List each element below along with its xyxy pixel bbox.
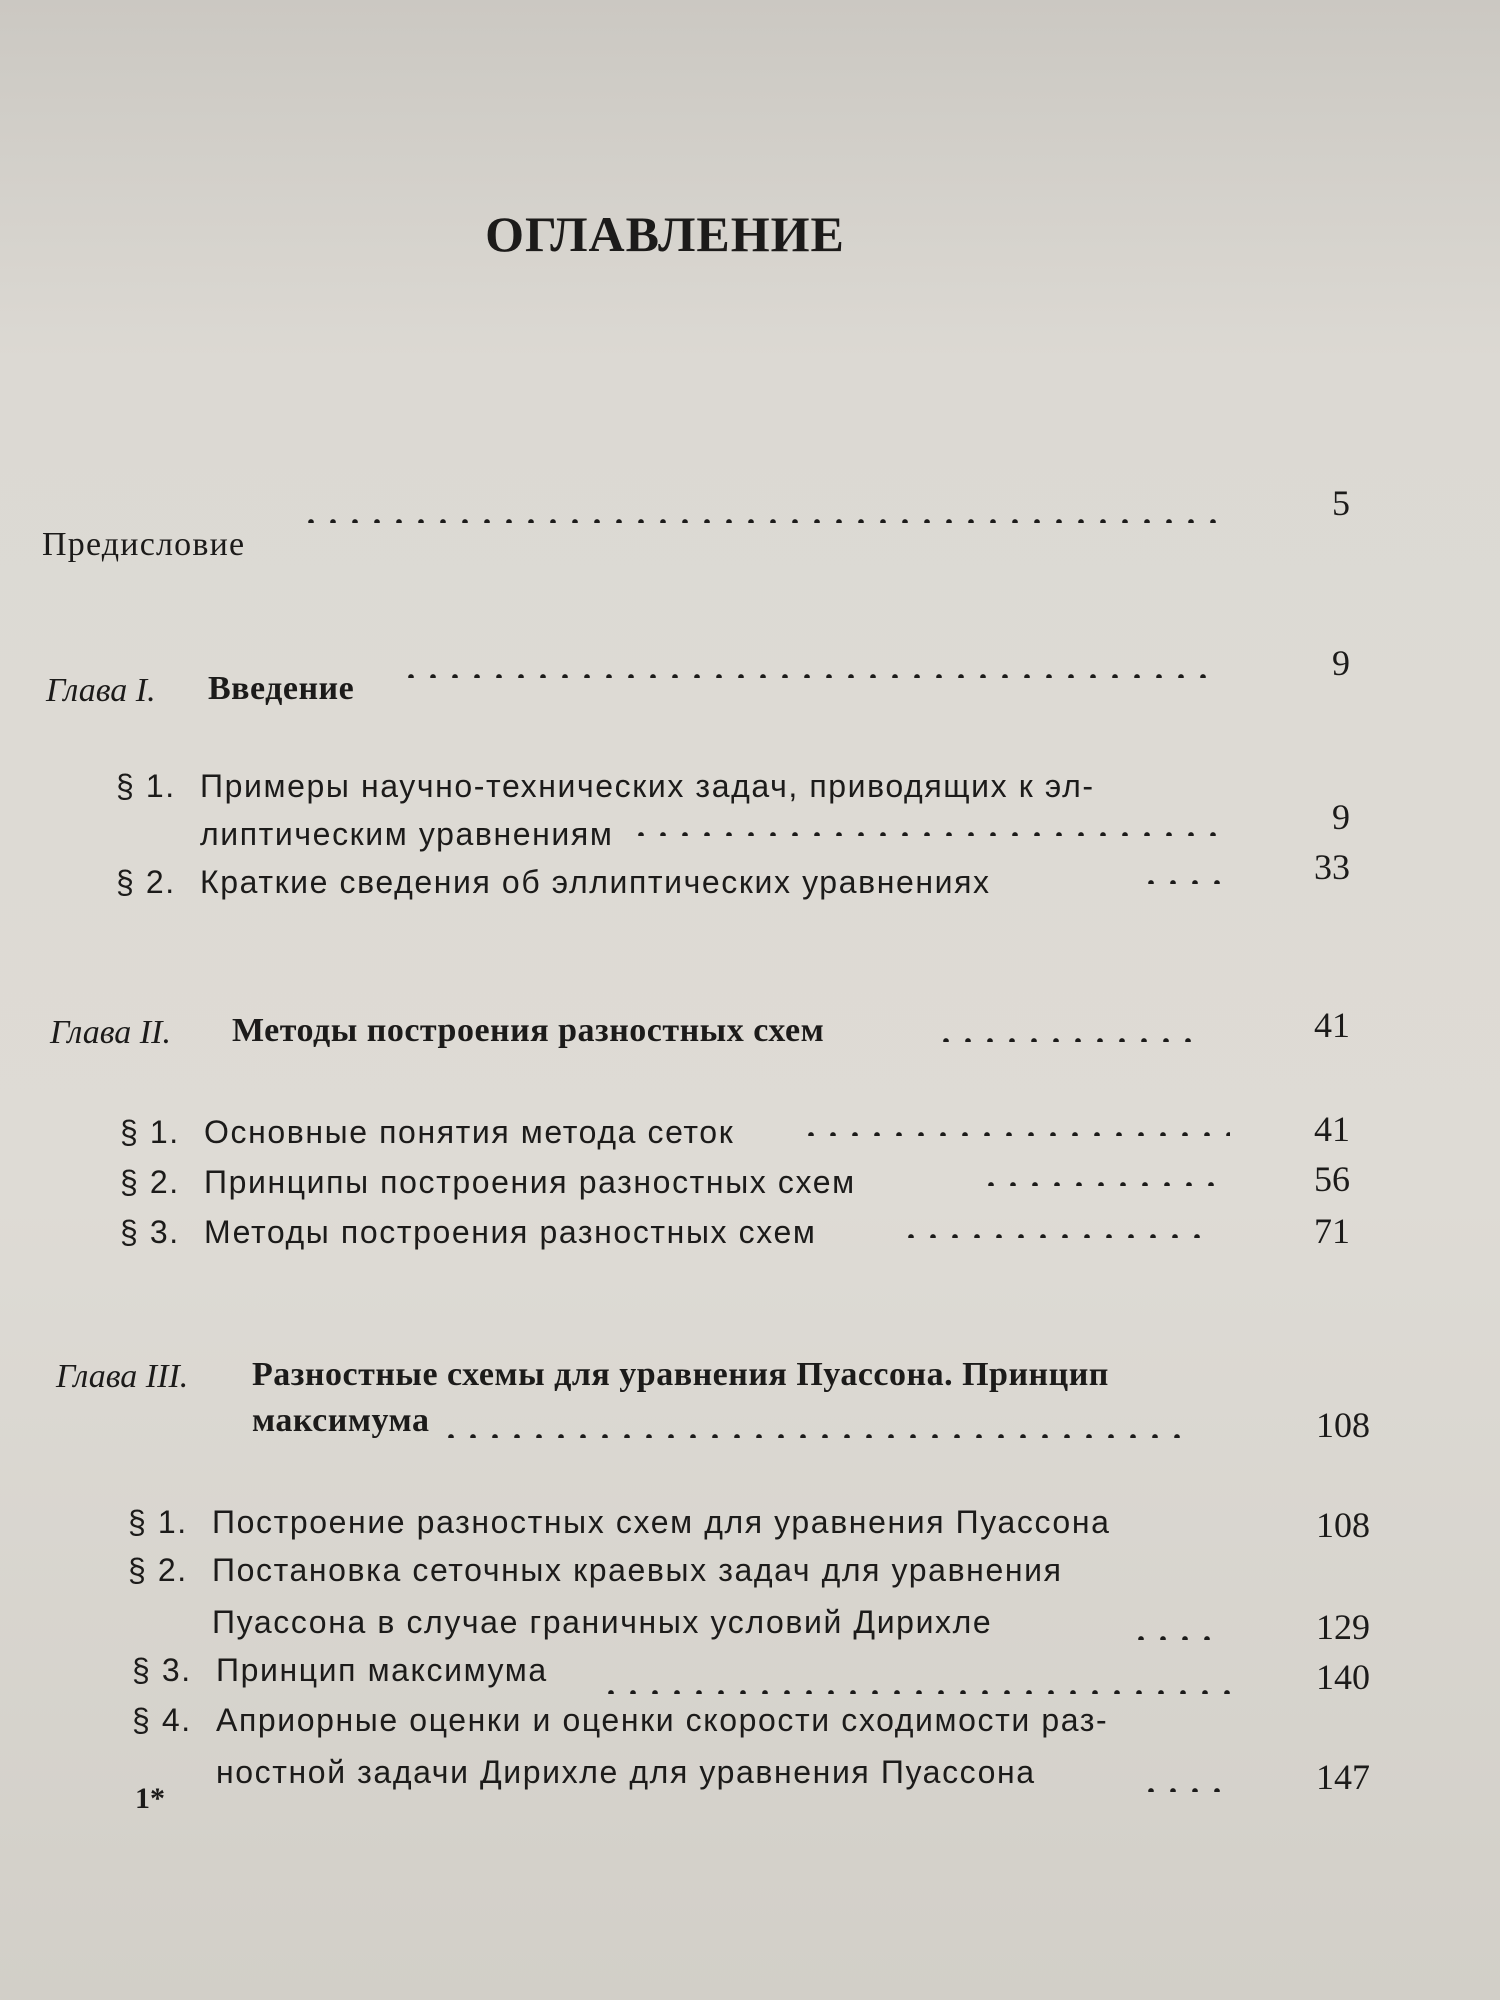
chapter-1-section-2-page: 33 xyxy=(1314,847,1350,887)
dot-leader xyxy=(1130,1634,1220,1640)
chapter-2-section-3-number: § 3. xyxy=(120,1214,180,1250)
chapter-3-section-2-number: § 2. xyxy=(128,1552,188,1588)
chapter-3-section-3-number: § 3. xyxy=(132,1652,192,1688)
chapter-3-label: Глава III. xyxy=(56,1358,189,1395)
chapter-2-section-2-number: § 2. xyxy=(120,1164,180,1200)
chapter-3-section-1-number: § 1. xyxy=(128,1504,188,1540)
chapter-2-label: Глава II. xyxy=(50,1014,171,1051)
dot-leader xyxy=(600,1688,1230,1694)
dot-leader xyxy=(300,517,1220,523)
chapter-3-section-4-line-2: ностной задачи Дирихле для уравнения Пуассона xyxy=(216,1754,1036,1790)
toc-title: ОГЛАВЛЕНИЕ xyxy=(485,206,845,262)
chapter-2-section-1-line-1: Основные понятия метода сеток xyxy=(204,1114,735,1150)
chapter-1-section-2-number: § 2. xyxy=(116,864,176,900)
chapter-3-section-2-line-2: Пуассона в случае граничных условий Дирихле xyxy=(212,1604,993,1640)
chapter-1-section-1-number: § 1. xyxy=(116,768,176,804)
chapter-2-section-2-line-1: Принципы построения разностных схем xyxy=(204,1164,856,1200)
dot-leader xyxy=(900,1232,1210,1238)
chapter-1-section-1-line-1: Примеры научно-технических задач, приводящих к эл- xyxy=(200,768,1095,804)
chapter-2-page: 41 xyxy=(1314,1005,1350,1045)
dot-leader xyxy=(935,1036,1195,1042)
chapter-1-section-2-line-1: Краткие сведения об эллиптических уравнениях xyxy=(200,864,991,900)
chapter-1-title: Введение xyxy=(208,670,355,707)
chapter-3-section-4-line-1: Априорные оценки и оценки скорости сходимости раз- xyxy=(216,1702,1109,1738)
chapter-1-section-1-line-2: липтическим уравнениям xyxy=(200,816,614,852)
chapter-3-section-3-line-1: Принцип максимума xyxy=(216,1652,548,1688)
chapter-1-page: 9 xyxy=(1332,643,1350,683)
chapter-1-section-1-page: 9 xyxy=(1332,797,1350,837)
chapter-3-section-1-page: 108 xyxy=(1316,1505,1370,1545)
chapter-3-section-2-line-1: Постановка сеточных краевых задач для уравнения xyxy=(212,1552,1063,1588)
chapter-3-section-3-page: 140 xyxy=(1316,1657,1370,1697)
preface-page: 5 xyxy=(1332,483,1350,523)
signature-mark: 1* xyxy=(135,1782,165,1815)
chapter-3-title-line-1: Разностные схемы для уравнения Пуассона. Принцип xyxy=(252,1356,1109,1393)
chapter-3-title-line-2: максимума xyxy=(252,1402,430,1439)
chapter-2-title: Методы построения разностных схем xyxy=(232,1012,825,1049)
dot-leader xyxy=(630,830,1220,836)
chapter-3-section-4-number: § 4. xyxy=(132,1702,192,1738)
dot-leader xyxy=(1140,1786,1230,1792)
dot-leader xyxy=(800,1130,1230,1136)
dot-leader xyxy=(400,672,1220,678)
chapter-3-page: 108 xyxy=(1316,1405,1370,1445)
dot-leader xyxy=(980,1180,1230,1186)
chapter-3-section-2-page: 129 xyxy=(1316,1607,1370,1647)
preface-label: Предисловие xyxy=(42,526,246,563)
chapter-2-section-1-number: § 1. xyxy=(120,1114,180,1150)
chapter-3-section-4-page: 147 xyxy=(1316,1757,1370,1797)
chapter-2-section-1-page: 41 xyxy=(1314,1109,1350,1149)
chapter-2-section-3-page: 71 xyxy=(1314,1211,1350,1251)
dot-leader xyxy=(440,1432,1180,1438)
chapter-1-label: Глава I. xyxy=(46,672,156,709)
chapter-2-section-2-page: 56 xyxy=(1314,1159,1350,1199)
chapter-2-section-3-line-1: Методы построения разностных схем xyxy=(204,1214,817,1250)
chapter-3-section-1-line-1: Построение разностных схем для уравнения Пуассона xyxy=(212,1504,1111,1540)
dot-leader xyxy=(1140,878,1230,884)
